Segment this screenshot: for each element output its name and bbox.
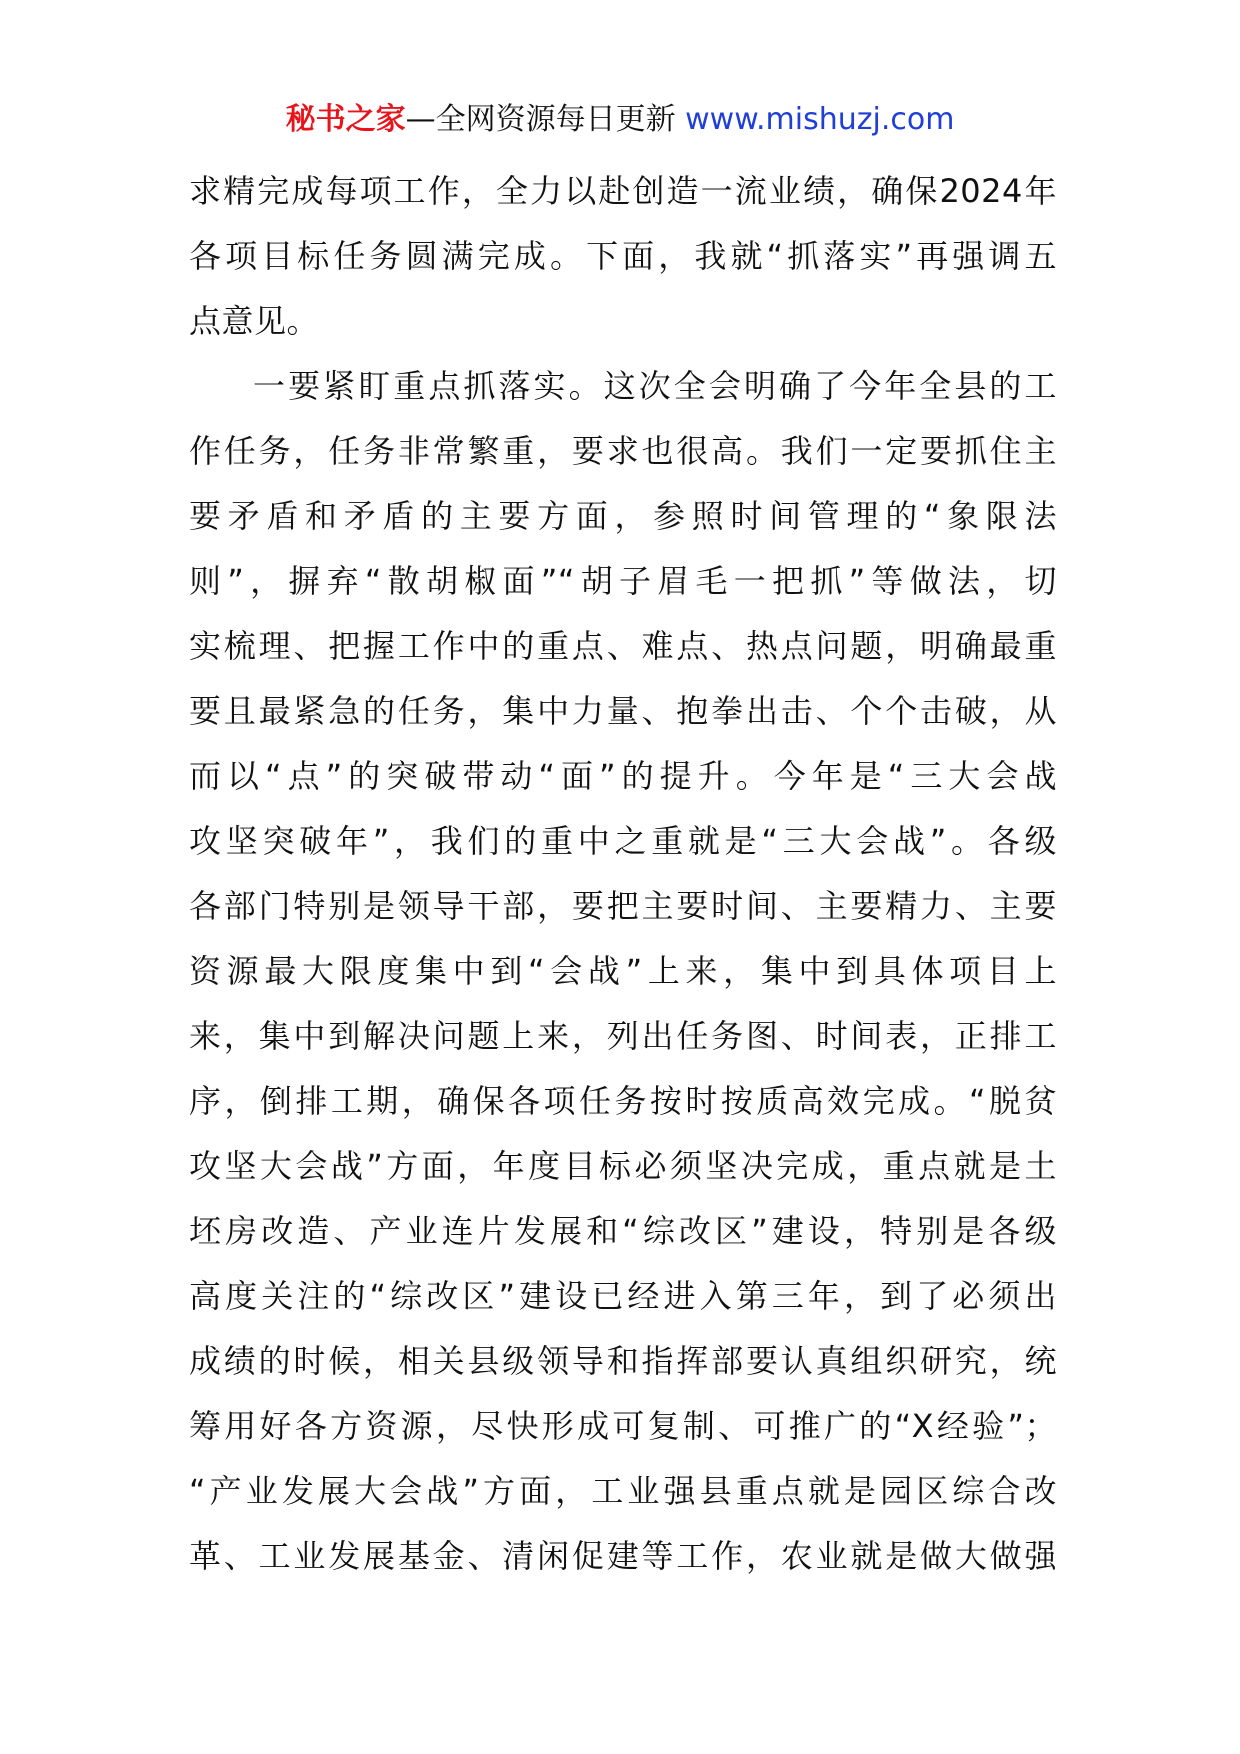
text-line: 序，倒排工期，确保各项任务按时按质高效完成。“脱贫 <box>189 1082 1057 1120</box>
text-line: 点意见。 <box>189 302 320 340</box>
text-line: 而以“点”的突破带动“面”的提升。今年是“三大会战 <box>189 757 1057 795</box>
text-line: 资源最大限度集中到“会战”上来，集中到具体项目上 <box>189 952 1057 990</box>
text-line: 则”，摒弃“散胡椒面”“胡子眉毛一把抓”等做法，切 <box>189 562 1057 600</box>
text-line: 作任务，任务非常繁重，要求也很高。我们一定要抓住主 <box>189 432 1057 470</box>
text-line: 成绩的时候，相关县级领导和指挥部要认真组织研究，统 <box>189 1342 1057 1380</box>
text-line: 各项目标任务圆满完成。下面，我就“抓落实”再强调五 <box>189 237 1057 275</box>
text-line: 各部门特别是领导干部，要把主要时间、主要精力、主要 <box>189 887 1057 925</box>
site-url-link[interactable]: www.mishuzj.com <box>685 102 955 137</box>
text-line: 高度关注的“综改区”建设已经进入第三年，到了必须出 <box>189 1277 1057 1315</box>
text-line: 革、工业发展基金、清闲促建等工作，农业就是做大做强 <box>189 1537 1057 1575</box>
text-line: 来，集中到解决问题上来，列出任务图、时间表，正排工 <box>189 1017 1057 1055</box>
site-tagline: 全网资源每日更新 <box>435 102 676 137</box>
text-line: 筹用好各方资源，尽快形成可复制、可推广的“X经验”； <box>189 1407 1057 1445</box>
paragraph-heading-line: 一要紧盯重点抓落实。这次全会明确了今年全县的工 <box>253 367 1057 405</box>
text-line: 攻坚大会战”方面，年度目标必须坚决完成，重点就是土 <box>189 1147 1057 1185</box>
site-brand: 秘书之家 <box>285 102 406 137</box>
text-line: “产业发展大会战”方面，工业强县重点就是园区综合改 <box>189 1472 1057 1510</box>
site-header <box>0 100 1240 140</box>
text-line: 坯房改造、产业连片发展和“综改区”建设，特别是各级 <box>189 1212 1057 1250</box>
text-line: 攻坚突破年”，我们的重中之重就是“三大会战”。各级 <box>189 822 1057 860</box>
text-line: 求精完成每项工作，全力以赴创造一流业绩，确保2024年 <box>189 172 1057 210</box>
text-line: 要且最紧急的任务，集中力量、抱拳出击、个个击破，从 <box>189 692 1057 730</box>
document-body <box>189 159 1057 1589</box>
text-line: 要矛盾和矛盾的主要方面，参照时间管理的“象限法 <box>189 497 1057 535</box>
text-line: 实梳理、把握工作中的重点、难点、热点问题，明确最重 <box>189 627 1057 665</box>
header-separator: — <box>405 102 436 137</box>
